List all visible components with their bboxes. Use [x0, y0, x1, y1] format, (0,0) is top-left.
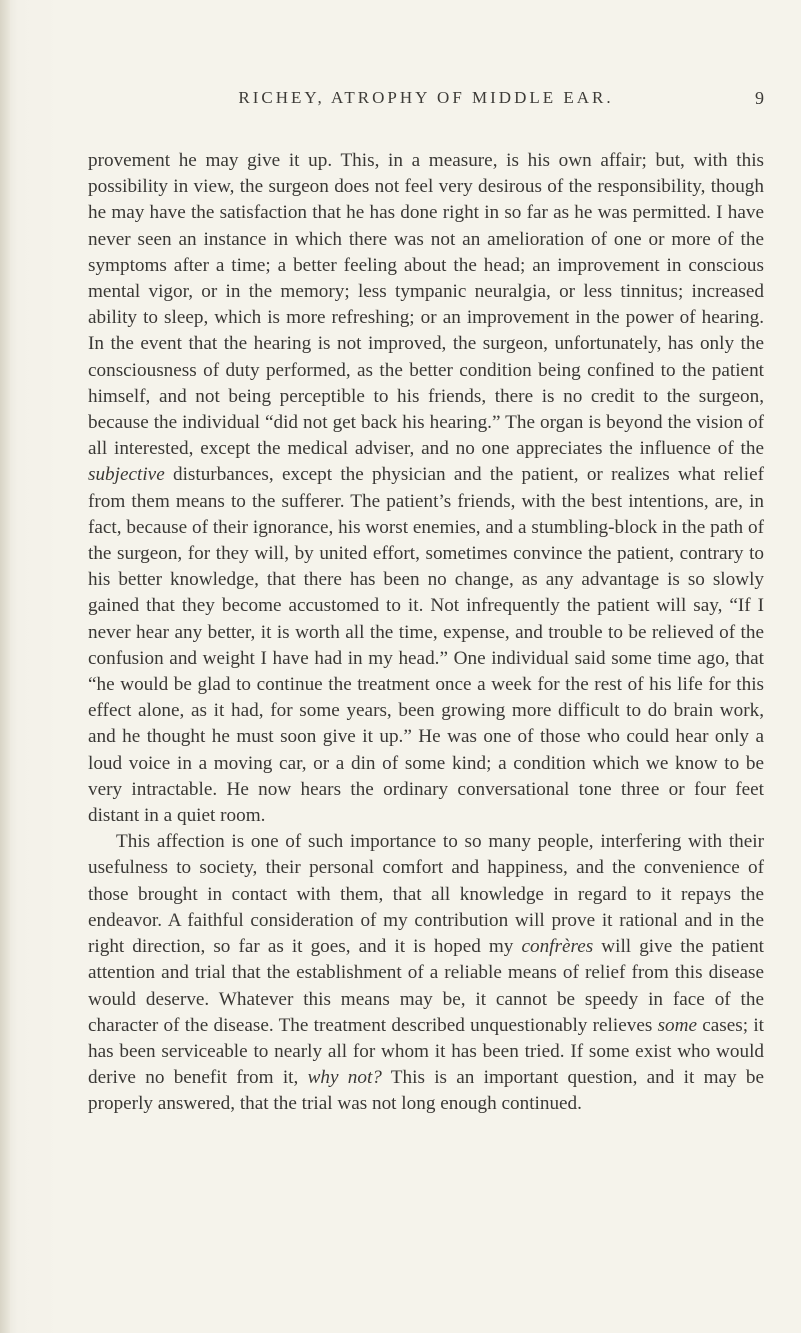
paragraph-2-text-b: will give the patient attention and trial that the establishment of a reliable means of relief from this disease would deserve. Whatever this means may be, it cannot be speedy in face of the character of the disease. The treatment described unquestionably relieves — [88, 936, 764, 1036]
paragraph-2-text-d: This is an important question, and it may be properly answered, that the trial was not long enough continued. — [88, 1067, 765, 1115]
paragraph-1 — [88, 148, 764, 829]
emphasis-some: some — [657, 1014, 697, 1036]
paragraph-2-text-a: This affection is one of such importance to so many people, interfering with their usefulness to society, their personal comfort and happiness, and the convenience of those brought in contact with them, that all knowledge in regard to it repays the endeavor. A faithful consideration of my contribution will prove it rational and in the right direction, so far as it goes, and it is hoped my — [88, 831, 764, 958]
emphasis-confreres: confrères — [521, 936, 594, 958]
running-head — [88, 88, 764, 112]
page-gutter-edge — [0, 0, 10, 1333]
page-number: 9 — [755, 88, 764, 108]
paragraph-2 — [88, 829, 764, 1117]
running-title: RICHEY, ATROPHY OF MIDDLE EAR. — [238, 88, 614, 107]
emphasis-why-not: why not? — [307, 1067, 382, 1089]
emphasis-subjective: subjective — [88, 464, 165, 486]
paragraph-1-text-b: disturbances, except the physician and the patient, or realizes what relief from them means to the sufferer. The patient’s friends, with the best intentions, are, in fact, because of their ignorance, his worst enemies, and a stumbling-block in the path of the surgeon, for they will, by united effort, sometimes convince the patient, contrary to his better knowledge, that there has been no change, as any advantage is so slowly gained that they become accustomed to it. Not infrequently the patient will say, “If I never hear any better, it is worth all the time, expense, and trouble to be relieved of the confusion and weight I have had in my head.” One individual said some time ago, that “he would be glad to continue the treatment once a week for the rest of his life for this effect alone, as it had, for some years, been growing more difficult to do brain work, and he thought he must soon give it up.” He was one of those who could hear only a loud voice in a moving car, or a din of some kind; a condition which we know to be very intractable. He now hears the ordinary conversational tone three or four feet distant in a quiet room. — [88, 464, 764, 827]
paragraph-1-text-a: provement he may give it up. This, in a measure, is his own affair; but, with this possibility in view, the surgeon does not feel very desirous of the responsibility, though he may have the satisfaction that he has done right in so far as he was permitted. I have never seen an instance in which there was not an amelioration of one or more of the symptoms after a time; a better feeling about the head; an improvement in conscious mental vigor, or in the memory; less tympanic neuralgia, or less tinnitus; increased ability to sleep, which is more refreshing; or an improvement in the power of hearing. In the event that the hearing is not improved, the surgeon, unfortunately, has only the consciousness of duty performed, as the better condition being confined to the patient himself, and not being perceptible to his friends, there is no credit to the surgeon, because the individual “did not get back his hearing.” The organ is beyond the vision of all interested, except the medical adviser, and no one appreciates the influence of the — [88, 150, 764, 460]
paragraph-2-text-c: cases; it has been serviceable to nearly all for whom it has been tried. If some exist who would derive no benefit from it, — [88, 1014, 764, 1089]
body-text — [88, 148, 764, 1118]
